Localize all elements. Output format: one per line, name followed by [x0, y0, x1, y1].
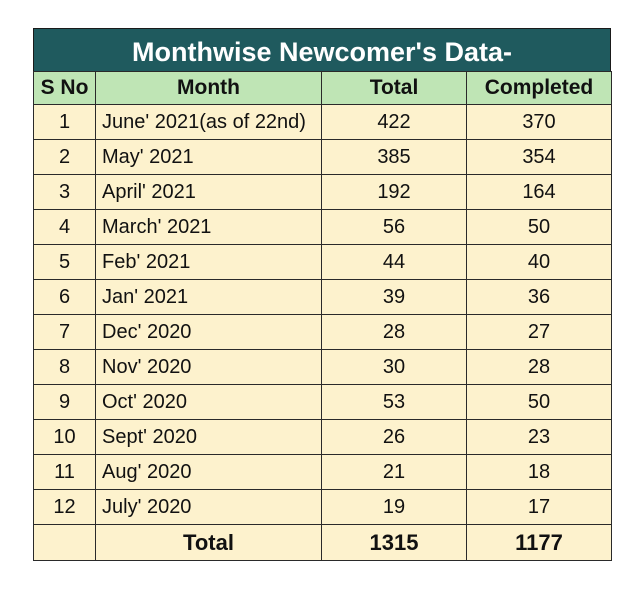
total-label: Total — [96, 525, 322, 561]
month-cell: Dec' 2020 — [96, 315, 322, 350]
month-cell: Aug' 2020 — [96, 455, 322, 490]
sno-cell: 8 — [34, 350, 96, 385]
data-sheet — [33, 28, 611, 561]
table-row — [34, 315, 612, 350]
total-cell: 28 — [322, 315, 467, 350]
table-row — [34, 175, 612, 210]
month-cell: Feb' 2021 — [96, 245, 322, 280]
month-cell: July' 2020 — [96, 490, 322, 525]
total-cell: 21 — [322, 455, 467, 490]
table-row — [34, 420, 612, 455]
newcomer-table — [33, 71, 612, 561]
header-total: Total — [322, 72, 467, 105]
month-cell: May' 2021 — [96, 140, 322, 175]
completed-cell: 18 — [467, 455, 612, 490]
sno-cell: 9 — [34, 385, 96, 420]
table-row — [34, 385, 612, 420]
header-sno: S No — [34, 72, 96, 105]
completed-cell: 36 — [467, 280, 612, 315]
table-title-text: Monthwise Newcomer's Data- — [131, 37, 512, 67]
month-cell: April' 2021 — [96, 175, 322, 210]
table-row — [34, 210, 612, 245]
total-sno-cell — [34, 525, 96, 561]
total-cell: 30 — [322, 350, 467, 385]
month-cell: March' 2021 — [96, 210, 322, 245]
total-cell: 422 — [322, 105, 467, 140]
sno-cell: 7 — [34, 315, 96, 350]
sno-cell: 1 — [34, 105, 96, 140]
header-month: Month — [96, 72, 322, 105]
completed-cell: 17 — [467, 490, 612, 525]
month-cell: Sept' 2020 — [96, 420, 322, 455]
table-row — [34, 105, 612, 140]
sno-cell: 6 — [34, 280, 96, 315]
total-cell: 19 — [322, 490, 467, 525]
table-body — [34, 105, 612, 525]
table-row — [34, 455, 612, 490]
month-cell: Jan' 2021 — [96, 280, 322, 315]
header-completed: Completed — [467, 72, 612, 105]
header-row — [34, 72, 612, 105]
total-row — [34, 525, 612, 561]
total-sum: 1315 — [322, 525, 467, 561]
sno-cell: 12 — [34, 490, 96, 525]
table-row — [34, 490, 612, 525]
completed-cell: 50 — [467, 385, 612, 420]
month-cell: Oct' 2020 — [96, 385, 322, 420]
total-cell: 385 — [322, 140, 467, 175]
total-cell: 39 — [322, 280, 467, 315]
completed-cell: 354 — [467, 140, 612, 175]
completed-sum: 1177 — [467, 525, 612, 561]
total-cell: 26 — [322, 420, 467, 455]
total-cell: 56 — [322, 210, 467, 245]
completed-cell: 28 — [467, 350, 612, 385]
sno-cell: 4 — [34, 210, 96, 245]
completed-cell: 50 — [467, 210, 612, 245]
sno-cell: 11 — [34, 455, 96, 490]
sno-cell: 5 — [34, 245, 96, 280]
month-cell: Nov' 2020 — [96, 350, 322, 385]
table-row — [34, 280, 612, 315]
total-cell: 192 — [322, 175, 467, 210]
sno-cell: 2 — [34, 140, 96, 175]
total-cell: 44 — [322, 245, 467, 280]
completed-cell: 23 — [467, 420, 612, 455]
sno-cell: 3 — [34, 175, 96, 210]
table-row — [34, 350, 612, 385]
completed-cell: 40 — [467, 245, 612, 280]
table-row — [34, 245, 612, 280]
total-cell: 53 — [322, 385, 467, 420]
completed-cell: 164 — [467, 175, 612, 210]
completed-cell: 370 — [467, 105, 612, 140]
sno-cell: 10 — [34, 420, 96, 455]
completed-cell: 27 — [467, 315, 612, 350]
table-title — [33, 28, 611, 71]
month-cell: June' 2021(as of 22nd) — [96, 105, 322, 140]
table-row — [34, 140, 612, 175]
